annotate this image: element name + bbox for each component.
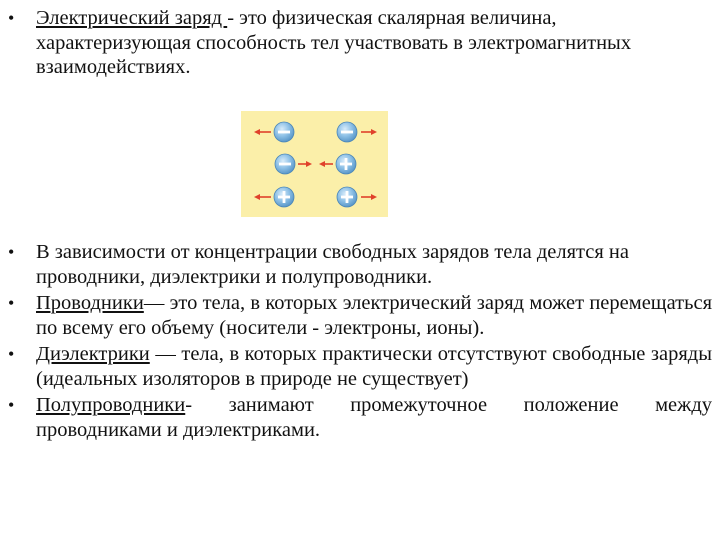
bullet-icon: • — [8, 344, 15, 364]
bullet-item-semiconductors — [8, 393, 712, 442]
arrowhead-left-icon — [254, 194, 260, 200]
arrowhead-left-icon — [319, 161, 325, 167]
bullet-item-conductors — [8, 291, 712, 340]
bullet-item-dielectrics — [8, 342, 712, 391]
charge-bottom-left — [254, 187, 294, 207]
bullet-icon: • — [8, 293, 15, 313]
charge-top-right — [337, 122, 377, 142]
arrowhead-right-icon — [371, 194, 377, 200]
charge-bottom-right — [337, 187, 377, 207]
plus-sign-v-icon — [283, 191, 286, 203]
dielectrics-text: — тела, в которых практически отсутствуют свободные заряды (идеальных изоляторов в природе не существует) — [36, 343, 712, 390]
charges-illustration — [241, 111, 388, 217]
term-electric-charge: Электрический заряд — [36, 7, 228, 29]
term-conductors: Проводники — [36, 292, 144, 314]
classification-text: В зависимости от концентрации свободных зарядов тела делятся на проводники, диэлектрики и полупроводники. — [36, 241, 629, 288]
charges-diagram — [241, 111, 388, 217]
bullet-icon: • — [8, 242, 15, 262]
minus-sign-icon — [341, 131, 353, 134]
semiconductors-text: - занимают промежуточное положение между проводниками и диэлектриками. — [36, 394, 712, 441]
bullet-item-charge-definition — [8, 6, 712, 80]
bullet-item-classification — [8, 240, 712, 289]
term-dielectrics: Диэлектрики — [36, 343, 150, 365]
arrowhead-left-icon — [254, 129, 260, 135]
definition-text: - это физическая скалярная величина, характеризующая способность тел участвовать в электромагнитных взаимодействиях. — [36, 7, 632, 78]
bullet-icon: • — [8, 8, 15, 28]
classification-block — [8, 240, 712, 442]
minus-sign-icon — [278, 131, 290, 134]
term-semiconductors: Полупроводники — [36, 394, 186, 416]
plus-sign-v-icon — [346, 191, 349, 203]
bullet-icon: • — [8, 395, 15, 415]
minus-sign-icon — [279, 163, 291, 166]
charge-pair-middle — [275, 154, 356, 174]
arrowhead-right-icon — [371, 129, 377, 135]
conductors-text: — это тела, в которых электрический заряд может перемещаться по всему его объему (носители - электроны, ионы). — [36, 292, 712, 339]
plus-sign-v-icon — [345, 158, 348, 170]
definition-block — [8, 6, 712, 80]
arrowhead-right-icon — [306, 161, 312, 167]
charge-top-left — [254, 122, 294, 142]
